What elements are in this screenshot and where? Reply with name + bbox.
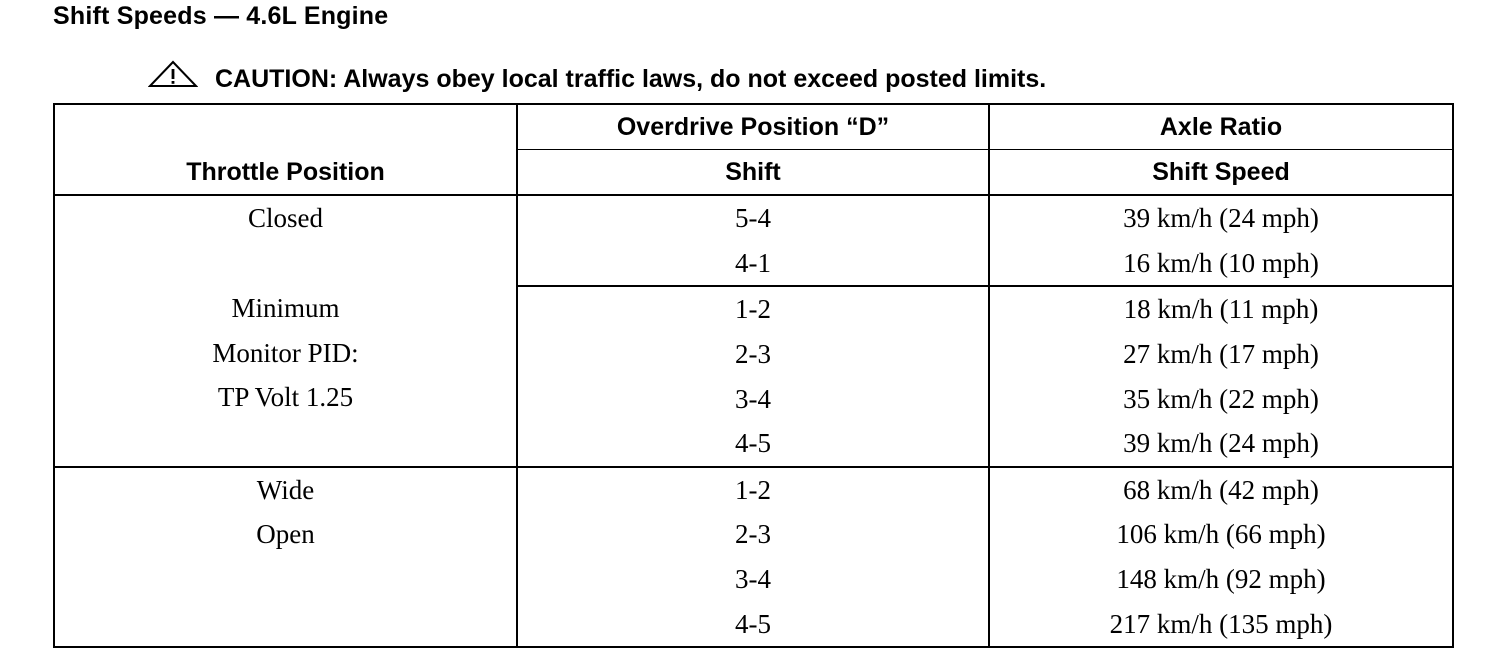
shift-speed-cell: 35 km/h (22 mph) (989, 376, 1453, 421)
throttle-label: Open (256, 519, 315, 550)
caution-notice (148, 60, 1046, 94)
shift-cell: 4-1 (517, 241, 989, 287)
warning-triangle-icon (148, 60, 198, 88)
shift-speed-cell: 39 km/h (24 mph) (989, 421, 1453, 467)
shift-speed-cell: 106 km/h (66 mph) (989, 512, 1453, 557)
shift-speed-cell: 27 km/h (17 mph) (989, 332, 1453, 377)
header-shift-speed: Shift Speed (989, 150, 1453, 196)
table-row (54, 195, 1453, 241)
shift-speed-cell: 39 km/h (24 mph) (989, 195, 1453, 241)
shift-speed-cell: 217 km/h (135 mph) (989, 601, 1453, 647)
header-overdrive-position: Overdrive Position “D” (517, 104, 989, 150)
shift-speed-cell: 68 km/h (42 mph) (989, 467, 1453, 513)
caution-text: CAUTION: Always obey local traffic laws, do not exceed posted limits. (215, 65, 1047, 93)
shift-speeds-table (53, 103, 1454, 648)
throttle-label: TP Volt 1.25 (217, 382, 354, 413)
shift-cell: 3-4 (517, 376, 989, 421)
shift-cell: 3-4 (517, 557, 989, 602)
shift-speed-cell: 18 km/h (11 mph) (989, 286, 1453, 332)
throttle-cell-closed (54, 195, 517, 286)
shift-cell: 2-3 (517, 512, 989, 557)
shift-speed-cell: 148 km/h (92 mph) (989, 557, 1453, 602)
shift-cell: 1-2 (517, 286, 989, 332)
shift-cell: 2-3 (517, 332, 989, 377)
throttle-label: Monitor PID: (212, 337, 359, 368)
table-row (54, 467, 1453, 513)
shift-cell: 4-5 (517, 601, 989, 647)
shift-cell: 4-5 (517, 421, 989, 467)
header-axle-ratio: Axle Ratio (989, 104, 1453, 150)
header-shift: Shift (517, 150, 989, 196)
shift-speed-cell: 16 km/h (10 mph) (989, 241, 1453, 287)
shift-cell: 5-4 (517, 195, 989, 241)
throttle-cell-minimum (54, 286, 517, 466)
page-title: Shift Speeds — 4.6L Engine (53, 2, 389, 30)
throttle-label: Closed (247, 203, 323, 233)
throttle-label: Wide (256, 474, 315, 505)
table-row (54, 286, 1453, 332)
throttle-label: Minimum (231, 293, 340, 324)
shift-cell: 1-2 (517, 467, 989, 513)
throttle-cell-wide-open (54, 467, 517, 647)
header-throttle-position: Throttle Position (54, 104, 517, 195)
